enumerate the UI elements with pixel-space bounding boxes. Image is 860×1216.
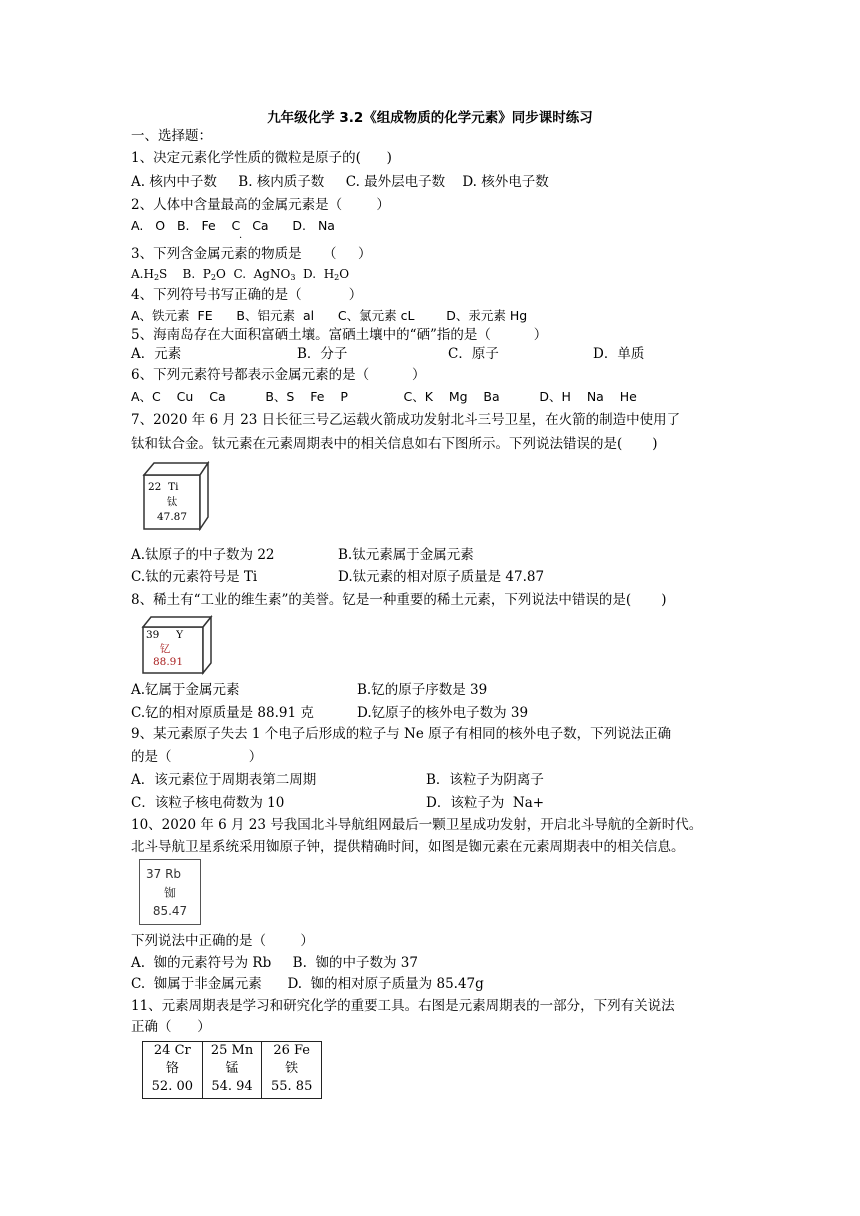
q9-option-d: D．该粒子为 Na+ [426,795,545,811]
cr-number-symbol: 24 Cr [153,1043,191,1058]
q5-stem: 5、海南岛存在大面积富硒土壤。富硒土壤中的“硒”指的是（ ） [131,327,548,343]
y-atomic-number: 39 [146,629,160,641]
q5-option-a: A．元素 [131,346,182,362]
q2-options: A. O B. Fe C Ca D. Na [131,218,335,233]
q7-option-d: D.钛元素的相对原子质量是 47.87 [338,569,545,585]
q8-option-d: D.钇原子的核外电子数为 39 [357,705,529,721]
q9-stem-line2: 的是（ ） [131,749,263,765]
q8-stem: 8、稀土有“工业的维生素”的美誉。钇是一种重要的稀土元素，下列说法中错误的是( ) [131,592,667,608]
q2-stem: 2、人体中含量最高的金属元素是（ ） [131,197,390,213]
q7-option-b: B.钛元素属于金属元素 [338,547,474,563]
rubidium-element-box [139,859,201,925]
titanium-element-box [142,461,210,531]
q7-stem-line2: 钛和钛合金。钛元素在元素周期表中的相关信息如右下图所示。下列说法错误的是( ) [131,436,658,452]
q11-stem-line2: 正确（ ） [131,1019,211,1035]
q3-options: $A.H_2S$ B. $P_2O$ C. AgNO$_3$ D. $H_2O$ [131,267,350,282]
q10-options-cd: C. 铷属于非金属元素 D. 铷的相对原子质量为 85.47g [131,976,484,992]
element-cell-fe [262,1042,321,1098]
rb-name: 铷 [163,886,176,900]
stray-dot: . [239,230,243,241]
q1-options: A. 核内中子数 B. 核内质子数 C. 最外层电子数 D. 核外电子数 [131,174,549,190]
q9-option-c: C．该粒子核电荷数为 10 [131,795,285,811]
q5-option-d: D．单质 [593,346,645,362]
ti-name: 钛 [166,496,178,508]
yttrium-element-box [141,615,213,675]
section-heading: 一、选择题： [131,128,212,144]
q10-options-ab: A. 铷的元素符号为 Rb B. 铷的中子数为 37 [131,955,418,971]
q8-option-b: B.钇的原子序数是 39 [357,682,488,698]
q10-stem-line1: 10、2020 年 6 月 23 号我国北斗导航组网最后一颗卫星成功发射，开启北斗导航的全新时代。 [131,817,703,833]
element-cell-mn [203,1042,263,1098]
q1-stem: 1、决定元素化学性质的微粒是原子的( ) [131,150,392,166]
q10-stem-line3: 下列说法中正确的是（ ） [131,933,314,949]
fe-number-symbol: 26 Fe [273,1043,311,1058]
q7-stem-line1: 7、2020 年 6 月 23 日长征三号乙运载火箭成功发射北斗三号卫星，在火箭的制造中使用了 [131,412,681,428]
y-symbol: Y [176,629,184,641]
ti-symbol: Ti [168,481,179,493]
mn-number-symbol: 25 Mn [210,1043,254,1058]
cr-name: 铬 [165,1061,179,1076]
fe-name: 铁 [285,1061,299,1076]
page-title: 九年级化学 3.2《组成物质的化学元素》同步课时练习 [267,110,593,126]
rb-mass: 85.47 [152,904,188,918]
q8-option-c: C.钇的相对原质量是 88.91 克 [131,705,314,721]
q6-options: A、C Cu Ca B、S Fe P C、K Mg Ba D、H Na He [131,389,637,404]
q11-stem-line1: 11、元素周期表是学习和研究化学的重要工具。右图是元素周期表的一部分，下列有关说法 [131,998,675,1014]
mn-mass: 54. 94 [211,1079,253,1094]
q6-stem: 6、下列元素符号都表示金属元素的是（ ） [131,367,426,383]
periodic-table-fragment [142,1041,322,1099]
mn-name: 锰 [225,1061,239,1076]
y-name: 钇 [159,643,171,655]
q4-options: A、铁元素 FE B、铝元素 al C、氯元素 cL D、汞元素 Hg [131,308,528,323]
q5-option-c: C．原子 [448,346,499,362]
q5-option-b: B．分子 [297,346,348,362]
q3-stem: 3、下列含金属元素的物质是 （ ） [131,246,372,262]
q4-stem: 4、下列符号书写正确的是（ ） [131,287,363,303]
cr-mass: 52. 00 [151,1079,194,1094]
q7-option-a: A.钛原子的中子数为 22 [131,547,275,563]
y-mass: 88.91 [152,656,184,668]
q10-stem-line2: 北斗导航卫星系统采用铷原子钟，提供精确时间，如图是铷元素在元素周期表中的相关信息。 [131,839,685,855]
q7-option-c: C.钛的元素符号是 Ti [131,569,258,585]
q8-option-a: A.钇属于金属元素 [131,682,240,698]
ti-atomic-number: 22 [148,481,162,493]
rb-number-symbol: 37 Rb [146,867,182,881]
ti-mass: 47.87 [156,511,188,523]
fe-mass: 55. 85 [271,1079,313,1094]
q9-option-a: A．该元素位于周期表第二周期 [131,772,317,788]
q9-stem-line1: 9、某元素原子失去 1 个电子后形成的粒子与 Ne 原子有相同的核外电子数，下列说法正确 [131,726,672,742]
element-cell-cr [143,1042,203,1098]
q9-option-b: B．该粒子为阴离子 [426,772,544,788]
